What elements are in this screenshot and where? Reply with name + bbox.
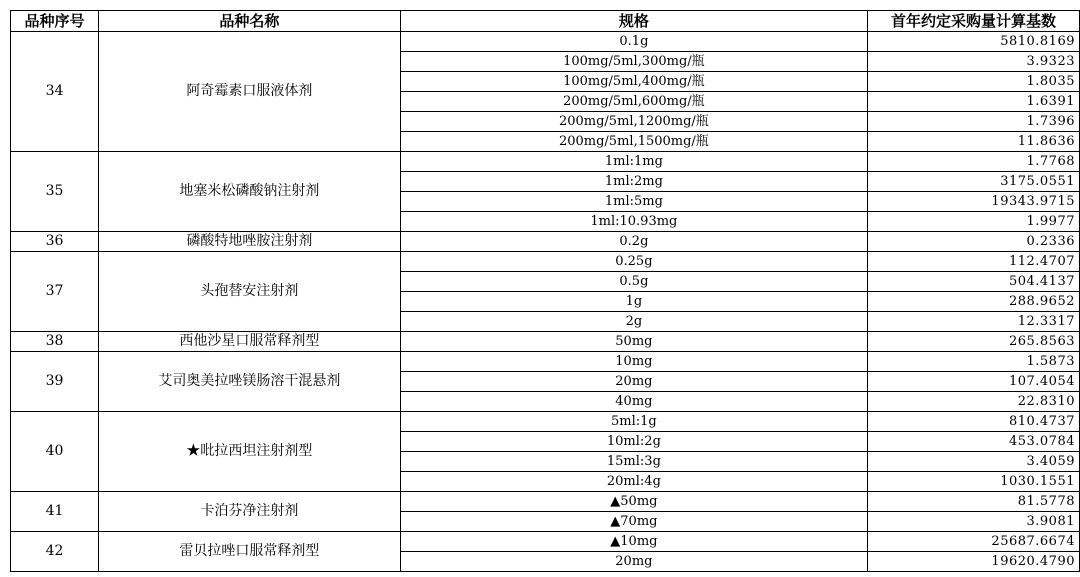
qty-cell: 3.9081 [868,512,1080,532]
qty-cell: 19343.9715 [868,192,1080,212]
spec-cell: 1g [400,292,867,312]
qty-cell: 3.9323 [868,52,1080,72]
header-seq: 品种序号 [11,11,99,32]
spec-cell: 0.2g [400,232,867,252]
spec-cell: 0.25g [400,252,867,272]
spec-cell: 2g [400,312,867,332]
table-row [11,492,1080,512]
qty-cell: 3.4059 [868,452,1080,472]
variety-seq: 36 [11,232,99,252]
qty-cell: 81.5778 [868,492,1080,512]
header-qty: 首年约定采购量计算基数 [868,11,1080,32]
variety-seq: 35 [11,152,99,232]
variety-name: 艾司奥美拉唑镁肠溶干混悬剂 [98,352,400,412]
table-row [11,232,1080,252]
qty-cell: 1.6391 [868,92,1080,112]
qty-cell: 0.2336 [868,232,1080,252]
qty-cell: 504.4137 [868,272,1080,292]
variety-seq: 41 [11,492,99,532]
variety-name: ★吡拉西坦注射剂型 [98,412,400,492]
table-row [11,352,1080,372]
qty-cell: 22.8310 [868,392,1080,412]
qty-cell: 265.8563 [868,332,1080,352]
spec-cell: 200mg/5ml,1200mg/瓶 [400,112,867,132]
header-spec: 规格 [400,11,867,32]
spec-cell: 100mg/5ml,400mg/瓶 [400,72,867,92]
header-name: 品种名称 [98,11,400,32]
qty-cell: 810.4737 [868,412,1080,432]
spec-cell: 20mg [400,552,867,572]
spec-cell: 1ml:2mg [400,172,867,192]
spec-cell: 20ml:4g [400,472,867,492]
qty-cell: 1.9977 [868,212,1080,232]
variety-seq: 37 [11,252,99,332]
variety-name: 头孢替安注射剂 [98,252,400,332]
variety-seq: 39 [11,352,99,412]
qty-cell: 107.4054 [868,372,1080,392]
variety-seq: 40 [11,412,99,492]
variety-seq: 34 [11,32,99,152]
qty-cell: 112.4707 [868,252,1080,272]
variety-name: 磷酸特地唑胺注射剂 [98,232,400,252]
qty-cell: 288.9652 [868,292,1080,312]
spec-cell: ▲10mg [400,532,867,552]
spec-cell: 0.5g [400,272,867,292]
spec-cell: 5ml:1g [400,412,867,432]
qty-cell: 5810.8169 [868,32,1080,52]
spec-cell: 1ml:5mg [400,192,867,212]
qty-cell: 12.3317 [868,312,1080,332]
variety-name: 雷贝拉唑口服常释剂型 [98,532,400,572]
variety-name: 地塞米松磷酸钠注射剂 [98,152,400,232]
qty-cell: 25687.6674 [868,532,1080,552]
table-body [11,32,1080,572]
header-row [11,11,1080,32]
table-row [11,412,1080,432]
qty-cell: 3175.0551 [868,172,1080,192]
spec-cell: 1ml:10.93mg [400,212,867,232]
qty-cell: 453.0784 [868,432,1080,452]
spec-cell: 1ml:1mg [400,152,867,172]
spec-cell: ▲50mg [400,492,867,512]
variety-name: 阿奇霉素口服液体剂 [98,32,400,152]
table-row [11,252,1080,272]
spec-cell: 0.1g [400,32,867,52]
qty-cell: 1030.1551 [868,472,1080,492]
table-row [11,332,1080,352]
qty-cell: 1.5873 [868,352,1080,372]
spec-cell: 100mg/5ml,300mg/瓶 [400,52,867,72]
variety-seq: 38 [11,332,99,352]
variety-seq: 42 [11,532,99,572]
spec-cell: 15ml:3g [400,452,867,472]
qty-cell: 1.8035 [868,72,1080,92]
spec-cell: 50mg [400,332,867,352]
spec-cell: 40mg [400,392,867,412]
spec-cell: 10mg [400,352,867,372]
qty-cell: 11.8636 [868,132,1080,152]
qty-cell: 1.7396 [868,112,1080,132]
spec-cell: 10ml:2g [400,432,867,452]
spec-cell: 20mg [400,372,867,392]
variety-name: 卡泊芬净注射剂 [98,492,400,532]
spec-cell: ▲70mg [400,512,867,532]
spec-cell: 200mg/5ml,600mg/瓶 [400,92,867,112]
qty-cell: 19620.4790 [868,552,1080,572]
drug-procurement-table [10,10,1080,572]
qty-cell: 1.7768 [868,152,1080,172]
spec-cell: 200mg/5ml,1500mg/瓶 [400,132,867,152]
variety-name: 西他沙星口服常释剂型 [98,332,400,352]
table-row [11,32,1080,52]
table-row [11,152,1080,172]
table-row [11,532,1080,552]
